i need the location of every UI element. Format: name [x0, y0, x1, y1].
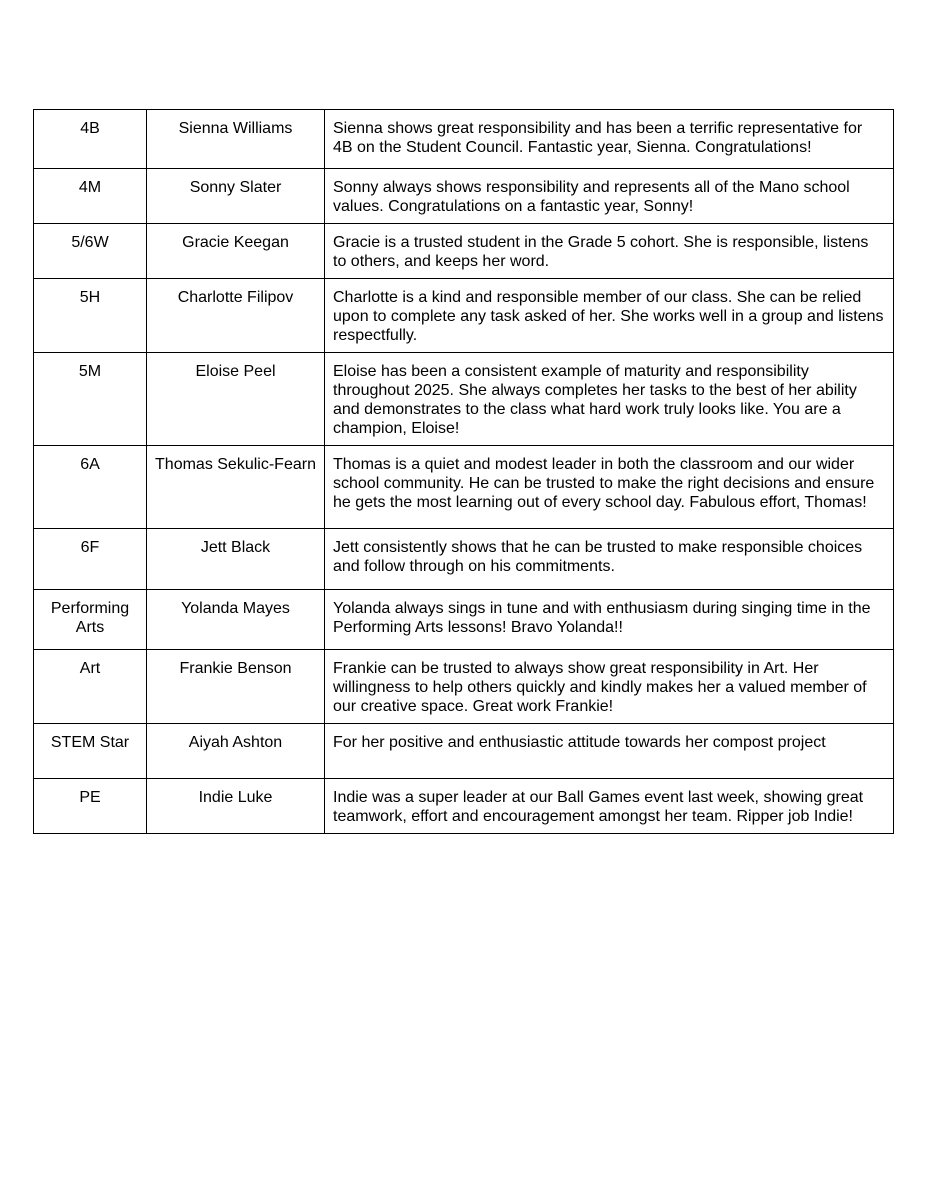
comment-cell: Yolanda always sings in tune and with enthusiasm during singing time in the Performing Arts lessons! Bravo Yolanda!! — [325, 590, 894, 650]
class-cell: PE — [34, 779, 147, 834]
class-cell: Art — [34, 650, 147, 724]
table-row — [34, 446, 894, 529]
class-cell: 5/6W — [34, 224, 147, 279]
comment-cell: Eloise has been a consistent example of maturity and responsibility throughout 2025. She always completes her tasks to the best of her ability and demonstrates to the class what hard work truly looks like. You are a champion, Eloise! — [325, 353, 894, 446]
comment-cell: Gracie is a trusted student in the Grade 5 cohort. She is responsible, listens to others, and keeps her word. — [325, 224, 894, 279]
class-cell: 5H — [34, 279, 147, 353]
class-cell: 6A — [34, 446, 147, 529]
table-row — [34, 590, 894, 650]
table-row — [34, 353, 894, 446]
table-row — [34, 169, 894, 224]
table-row — [34, 724, 894, 779]
table-row — [34, 650, 894, 724]
class-cell: 5M — [34, 353, 147, 446]
student-name-cell: Gracie Keegan — [147, 224, 325, 279]
class-cell: Performing Arts — [34, 590, 147, 650]
table-row — [34, 779, 894, 834]
comment-cell: Sienna shows great responsibility and has been a terrific representative for 4B on the Student Council. Fantastic year, Sienna. Congratulations! — [325, 110, 894, 169]
comment-cell: For her positive and enthusiastic attitude towards her compost project — [325, 724, 894, 779]
student-name-cell: Jett Black — [147, 529, 325, 590]
student-name-cell: Indie Luke — [147, 779, 325, 834]
class-cell: STEM Star — [34, 724, 147, 779]
class-cell: 6F — [34, 529, 147, 590]
awards-table-body — [34, 110, 894, 834]
class-cell: 4M — [34, 169, 147, 224]
awards-table — [33, 109, 894, 834]
comment-cell: Thomas is a quiet and modest leader in both the classroom and our wider school community. He can be trusted to make the right decisions and ensure he gets the most learning out of every school day. Fabulous effort, Thomas! — [325, 446, 894, 529]
comment-cell: Jett consistently shows that he can be trusted to make responsible choices and follow through on his commitments. — [325, 529, 894, 590]
table-row — [34, 224, 894, 279]
comment-cell: Sonny always shows responsibility and represents all of the Mano school values. Congratulations on a fantastic year, Sonny! — [325, 169, 894, 224]
student-name-cell: Eloise Peel — [147, 353, 325, 446]
student-name-cell: Sienna Williams — [147, 110, 325, 169]
student-name-cell: Charlotte Filipov — [147, 279, 325, 353]
table-row — [34, 529, 894, 590]
student-name-cell: Thomas Sekulic-Fearn — [147, 446, 325, 529]
class-cell: 4B — [34, 110, 147, 169]
table-row — [34, 279, 894, 353]
student-name-cell: Frankie Benson — [147, 650, 325, 724]
student-name-cell: Aiyah Ashton — [147, 724, 325, 779]
comment-cell: Frankie can be trusted to always show great responsibility in Art. Her willingness to help others quickly and kindly makes her a valued member of our creative space. Great work Frankie! — [325, 650, 894, 724]
comment-cell: Indie was a super leader at our Ball Games event last week, showing great teamwork, effort and encouragement amongst her team. Ripper job Indie! — [325, 779, 894, 834]
student-name-cell: Sonny Slater — [147, 169, 325, 224]
table-row — [34, 110, 894, 169]
student-name-cell: Yolanda Mayes — [147, 590, 325, 650]
comment-cell: Charlotte is a kind and responsible member of our class. She can be relied upon to complete any task asked of her. She works well in a group and listens respectfully. — [325, 279, 894, 353]
